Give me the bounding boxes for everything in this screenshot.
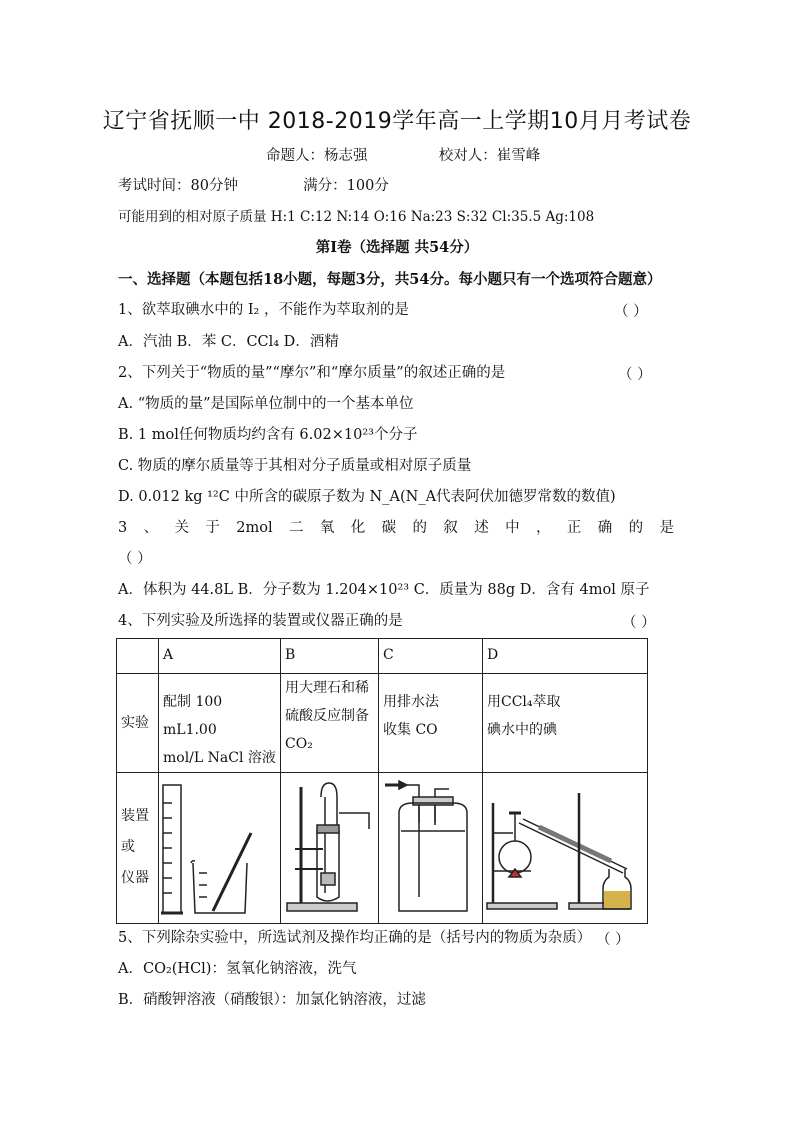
- atomic-masses: 可能用到的相对原子质量 H:1 C:12 N:14 O:16 Na:23 S:32 Cl:35.5 Ag:108: [118, 209, 595, 225]
- experiment-d: [483, 674, 648, 773]
- author: 命题人：杨志强: [266, 148, 368, 164]
- row-label-apparatus-line1: 装置: [121, 808, 149, 824]
- experiment-b-line2: 硫酸反应制备: [285, 708, 369, 724]
- experiment-d-line2: 碘水中的碘: [487, 722, 557, 738]
- experiment-c-line2: 收集 CO: [383, 722, 438, 738]
- exam-title: 辽宁省抚顺一中 2018-2019学年高一上学期10月月考试卷: [102, 109, 692, 134]
- q3-stem-word: 、: [143, 520, 159, 536]
- q3-stem-word: 3: [118, 520, 128, 536]
- q3-stem-word: ，: [535, 520, 551, 536]
- experiment-b: [281, 674, 379, 773]
- checker: 校对人：崔雪峰: [438, 148, 541, 164]
- q5-option-a: A．CO₂(HCl)：氢氧化钠溶液，洗气: [118, 961, 357, 977]
- q3-stem-word: 二: [288, 520, 304, 536]
- gas-generator-icon: [281, 773, 378, 919]
- header-cell-empty: [117, 639, 159, 674]
- row-label-experiment: 实验: [117, 674, 159, 773]
- header-cell-a: A: [159, 639, 281, 674]
- q3-stem-word: 确: [597, 520, 613, 536]
- apparatus-c: [379, 773, 483, 924]
- header-cell-b: B: [281, 639, 379, 674]
- q3-stem-word: 2mol: [236, 520, 273, 536]
- exam-info: [118, 176, 389, 196]
- q2-option-a: A. “物质的量”是国际单位制中的一个基本单位: [118, 396, 414, 412]
- q5-option-b: B．硝酸钾溶液（硝酸银）：加氯化钠溶液，过滤: [118, 992, 426, 1008]
- q3-answer-paren[interactable]: （ ）: [118, 551, 152, 567]
- q3-options: A．体积为 44.8L B．分子数为 1.204×10²³ C．质量为 88g D．含有 4mol 原子: [118, 582, 650, 598]
- cylinder-beaker-icon: [159, 773, 280, 919]
- q5-answer-paren[interactable]: （ ）: [596, 932, 630, 948]
- q2-option-b: B. 1 mol任何物质均约含有 6.02×10²³个分子: [118, 427, 418, 443]
- q3-stem-word: 化: [350, 520, 366, 536]
- experiment-c-line1: 用排水法: [383, 694, 439, 710]
- row-label-apparatus-line2: 或: [121, 839, 135, 855]
- full-score: 满分：100分: [303, 178, 389, 194]
- q3-stem-word: 氧: [319, 520, 335, 536]
- q2-option-c: C. 物质的摩尔质量等于其相对分子质量或相对原子质量: [118, 458, 472, 474]
- row-label-apparatus: [117, 773, 159, 924]
- q1-answer-paren[interactable]: （ ）: [614, 304, 648, 320]
- collection-bottle-icon: [379, 773, 482, 919]
- apparatus-a: [159, 773, 281, 924]
- experiment-b-line3: CO₂: [285, 736, 313, 752]
- q2-option-d: D. 0.012 kg ¹²C 中所含的碳原子数为 N_A(N_A代表阿伏加德罗常数的数值): [118, 489, 616, 505]
- q4-stem: 4、下列实验及所选择的装置或仪器正确的是: [118, 613, 403, 629]
- q3-stem-word: 中: [505, 520, 520, 536]
- q3-stem-word: 关: [174, 520, 189, 536]
- q2-stem: 2、下列关于“物质的量”“摩尔”和“摩尔质量”的叙述正确的是: [118, 365, 506, 381]
- table-header-row: [117, 639, 648, 674]
- experiment-a-line1: 配制 100 mL1.00: [163, 694, 223, 738]
- q3-stem-word: 碳: [381, 520, 397, 536]
- q3-stem-word: 的: [412, 520, 427, 536]
- q3-stem-word: 是: [659, 520, 674, 536]
- row-label-apparatus-line3: 仪器: [121, 870, 149, 886]
- experiment-row: [117, 674, 648, 773]
- header-cell-c: C: [379, 639, 483, 674]
- q3-stem-word: 叙: [443, 520, 458, 536]
- author-line: [266, 146, 540, 166]
- header-cell-d: D: [483, 639, 648, 674]
- q4-answer-paren[interactable]: （ ）: [622, 615, 656, 631]
- q3-stem-word: 于: [205, 520, 220, 536]
- q2-answer-paren[interactable]: （ ）: [618, 367, 652, 383]
- q3-stem: [118, 518, 674, 538]
- experiment-a-line2: mol/L NaCl 溶液: [163, 750, 276, 766]
- apparatus-d: [483, 773, 648, 924]
- experiment-table: [116, 638, 648, 924]
- experiment-a: [159, 674, 281, 773]
- experiment-b-line1: 用大理石和稀: [285, 680, 369, 696]
- q1-stem: 1、欲萃取碘水中的 I₂ ，不能作为萃取剂的是: [118, 302, 409, 318]
- q3-stem-word: 正: [566, 520, 582, 536]
- experiment-d-line1: 用CCl₄萃取: [487, 694, 561, 710]
- experiment-c: [379, 674, 483, 773]
- exam-time: 考试时间：80分钟: [118, 178, 238, 194]
- q5-stem: 5、下列除杂实验中，所选试剂及操作均正确的是（括号内的物质为杂质）: [118, 930, 592, 946]
- apparatus-b: [281, 773, 379, 924]
- q3-stem-word: 的: [628, 520, 644, 536]
- q3-stem-word: 述: [474, 520, 489, 536]
- part1-title: 第Ⅰ卷（选择题 共54分）: [315, 239, 479, 256]
- section1-title: 一、选择题（本题包括18小题，每题3分，共54分。每小题只有一个选项符合题意）: [118, 271, 662, 288]
- apparatus-row: [117, 773, 648, 924]
- q1-options: A．汽油 B．苯 C．CCl₄ D．酒精: [118, 334, 339, 350]
- distillation-icon: [483, 773, 647, 919]
